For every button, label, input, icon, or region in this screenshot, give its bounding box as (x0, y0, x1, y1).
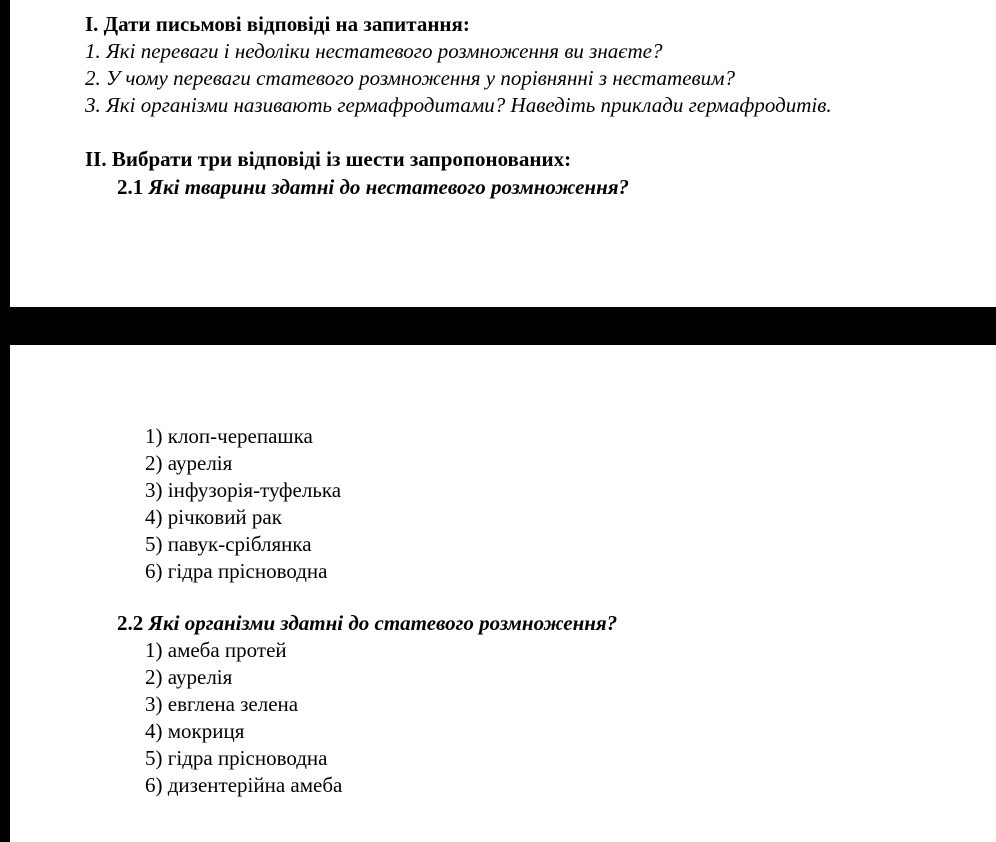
question-2-2 (117, 611, 617, 635)
page-fragment-bottom (10, 345, 996, 842)
section-2-title: II. Вибрати три відповіді із шести запропонованих: (85, 147, 572, 171)
page-fragment-top (10, 0, 996, 307)
option-2-1-2: 2) аурелія (145, 451, 233, 475)
option-2-2-3: 3) евглена зелена (145, 692, 299, 716)
question-2-1-number: 2.1 (117, 175, 144, 199)
option-2-1-1: 1) клоп-черепашка (145, 424, 313, 448)
option-2-1-6: 6) гідра прісноводна (145, 559, 328, 583)
section-1-title: I. Дати письмові відповіді на запитання: (85, 12, 470, 36)
question-2-1-text: Які тварини здатні до нестатевого розмноження? (148, 175, 630, 199)
question-1: 1. Які переваги і недоліки нестатевого розмноження ви знаєте? (85, 39, 663, 63)
question-2-1 (117, 175, 629, 199)
option-2-1-4: 4) річковий рак (145, 505, 282, 529)
option-2-2-4: 4) мокриця (145, 719, 245, 743)
option-2-1-3: 3) інфузорія-туфелька (145, 478, 342, 502)
option-2-2-5: 5) гідра прісноводна (145, 746, 328, 770)
option-2-2-1: 1) амеба протей (145, 638, 287, 662)
option-2-2-2: 2) аурелія (145, 665, 233, 689)
question-3: 3. Які організми називають гермафродитами? Наведіть приклади гермафродитів. (85, 93, 832, 117)
question-2: 2. У чому переваги статевого розмноження у порівнянні з нестатевим? (85, 66, 736, 90)
option-2-1-5: 5) павук-сріблянка (145, 532, 312, 556)
question-2-2-text: Які організми здатні до статевого розмноження? (148, 611, 618, 635)
option-2-2-6: 6) дизентерійна амеба (145, 773, 343, 797)
question-2-2-number: 2.2 (117, 611, 144, 635)
